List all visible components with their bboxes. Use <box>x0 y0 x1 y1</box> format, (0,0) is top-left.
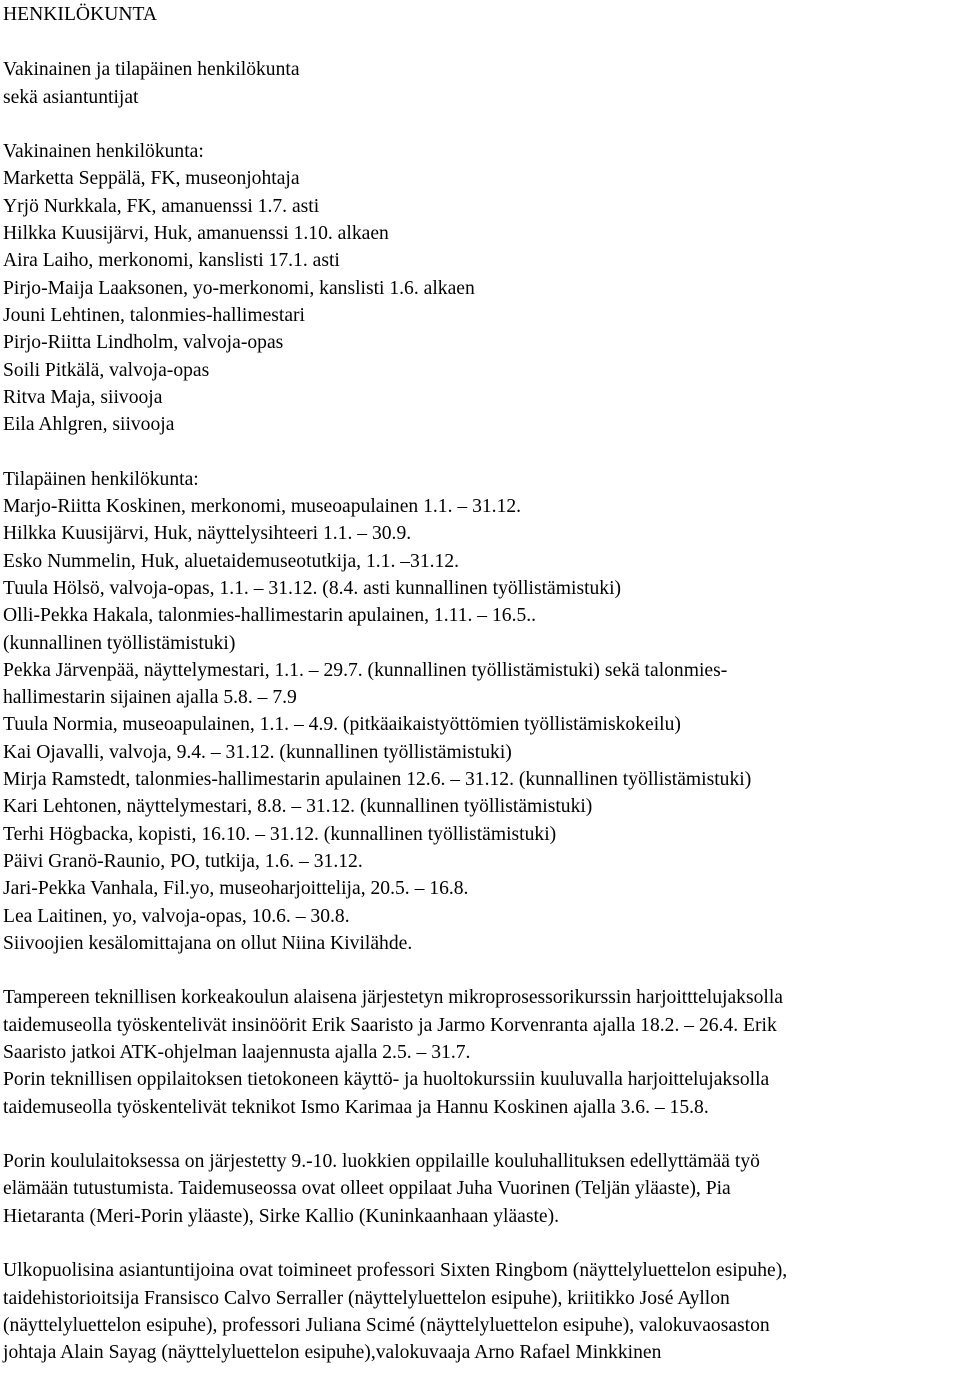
staff-line: Päivi Granö-Raunio, PO, tutkija, 1.6. – 31.12. <box>3 850 363 872</box>
staff-item: Ritva Maja, siivooja <box>3 386 163 408</box>
paragraph-line: taidemuseolla työskentelivät insinöörit Erik Saaristo ja Jarmo Korvenranta ajalla 18.2. – 26.4. Erik <box>3 1014 777 1036</box>
spacer <box>3 111 958 138</box>
staff-line: (kunnallinen työllistämistuki) <box>3 632 236 654</box>
paragraph-line: Porin koululaitoksessa on järjestetty 9.-10. luokkien oppilaille kouluhallituksen edellyttämää työ <box>3 1151 760 1173</box>
document-page <box>3 0 958 1367</box>
paragraph-line: taidemuseolla työskentelivät teknikot Ismo Karimaa ja Hannu Koskinen ajalla 3.6. – 15.8. <box>3 1096 709 1118</box>
permanent-staff-section <box>3 138 958 438</box>
subtitle-line: Vakinainen ja tilapäinen henkilökunta <box>3 59 300 81</box>
paragraph-line: Saaristo jatkoi ATK-ohjelman laajennusta ajalla 2.5. – 31.7. <box>3 1041 471 1063</box>
spacer <box>3 29 958 56</box>
staff-line: Esko Nummelin, Huk, aluetaidemuseotutkija, 1.1. –31.12. <box>3 550 460 572</box>
staff-item: Pirjo-Maija Laaksonen, yo-merkonomi, kanslisti 1.6. alkaen <box>3 277 475 299</box>
temporary-staff-heading: Tilapäinen henkilökunta: <box>3 468 199 490</box>
staff-line: Tuula Hölsö, valvoja-opas, 1.1. – 31.12. (8.4. asti kunnallinen työllistämistuki) <box>3 577 622 599</box>
paragraph-line: (näyttelyluettelon esipuhe), professori Juliana Scimé (näyttelyluettelon esipuhe), valokuvaosaston <box>3 1314 770 1336</box>
staff-item: Jouni Lehtinen, talonmies-hallimestari <box>3 304 306 326</box>
staff-line: Lea Laitinen, yo, valvoja-opas, 10.6. – 30.8. <box>3 905 350 927</box>
staff-line: Siivoojien kesälomittajana on ollut Niina Kivilähde. <box>3 932 413 954</box>
spacer <box>3 438 958 465</box>
staff-item: Soili Pitkälä, valvoja-opas <box>3 359 210 381</box>
staff-item: Marketta Seppälä, FK, museonjohtaja <box>3 168 300 190</box>
spacer <box>3 1230 958 1257</box>
paragraph-line: elämään tutustumista. Taidemuseossa ovat olleet oppilaat Juha Vuorinen (Teljän yläaste), Pia <box>3 1178 731 1200</box>
staff-item: Hilkka Kuusijärvi, Huk, amanuenssi 1.10. alkaen <box>3 223 389 245</box>
paragraph-line: Tampereen teknillisen korkeakoulun alaisena järjestetyn mikroprosessorikurssin harjoitttelujaksolla <box>3 987 783 1009</box>
staff-line: hallimestarin sijainen ajalla 5.8. – 7.9 <box>3 687 297 709</box>
spacer <box>3 957 958 984</box>
paragraph-line: johtaja Alain Sayag (näyttelyluettelon esipuhe),valokuvaaja Arno Rafael Minkkinen <box>3 1342 662 1364</box>
experts-paragraph <box>3 1257 958 1366</box>
staff-line: Terhi Högbacka, kopisti, 16.10. – 31.12. (kunnallinen työllistämistuki) <box>3 823 557 845</box>
staff-line: Olli-Pekka Hakala, talonmies-hallimestarin apulainen, 1.11. – 16.5.. <box>3 605 537 627</box>
spacer <box>3 1121 958 1148</box>
paragraph-line: Ulkopuolisina asiantuntijoina ovat toimineet professori Sixten Ringbom (näyttelyluettelon esipuhe), <box>3 1260 788 1282</box>
staff-item: Eila Ahlgren, siivooja <box>3 414 175 436</box>
staff-line: Tuula Normia, museoapulainen, 1.1. – 4.9. (pitkäaikaistyöttömien työllistämiskokeilu) <box>3 714 681 736</box>
staff-line: Marjo-Riitta Koskinen, merkonomi, museoapulainen 1.1. – 31.12. <box>3 496 522 518</box>
permanent-staff-heading: Vakinainen henkilökunta: <box>3 141 204 163</box>
page-title: HENKILÖKUNTA <box>3 4 158 25</box>
staff-item: Pirjo-Riitta Lindholm, valvoja-opas <box>3 332 284 354</box>
paragraph-line: taidehistorioitsija Fransisco Calvo Serraller (näyttelyluettelon esipuhe), kriitikko José Ayllon <box>3 1287 730 1309</box>
staff-line: Mirja Ramstedt, talonmies-hallimestarin apulainen 12.6. – 31.12. (kunnallinen työllistämistuki) <box>3 769 752 791</box>
paragraph-line: Hietaranta (Meri-Porin yläaste), Sirke Kallio (Kuninkaanhaan yläaste). <box>3 1205 560 1227</box>
staff-line: Kai Ojavalli, valvoja, 9.4. – 31.12. (kunnallinen työllistämistuki) <box>3 741 512 763</box>
trainees-paragraph <box>3 984 958 1120</box>
staff-line: Hilkka Kuusijärvi, Huk, näyttelysihteeri 1.1. – 30.9. <box>3 523 412 545</box>
staff-line: Jari-Pekka Vanhala, Fil.yo, museoharjoittelija, 20.5. – 16.8. <box>3 878 469 900</box>
temporary-staff-section <box>3 466 958 957</box>
staff-item: Yrjö Nurkkala, FK, amanuenssi 1.7. asti <box>3 195 320 217</box>
staff-line: Pekka Järvenpää, näyttelymestari, 1.1. – 29.7. (kunnallinen työllistämistuki) sekä talonmies- <box>3 659 728 681</box>
staff-line: Kari Lehtonen, näyttelymestari, 8.8. – 31.12. (kunnallinen työllistämistuki) <box>3 796 593 818</box>
subtitle-line: sekä asiantuntijat <box>3 86 139 108</box>
staff-item: Aira Laiho, merkonomi, kanslisti 17.1. asti <box>3 250 340 272</box>
pupils-paragraph <box>3 1148 958 1230</box>
paragraph-line: Porin teknillisen oppilaitoksen tietokoneen käyttö- ja huoltokurssiin kuuluvalla harjoittelujaksolla <box>3 1069 770 1091</box>
